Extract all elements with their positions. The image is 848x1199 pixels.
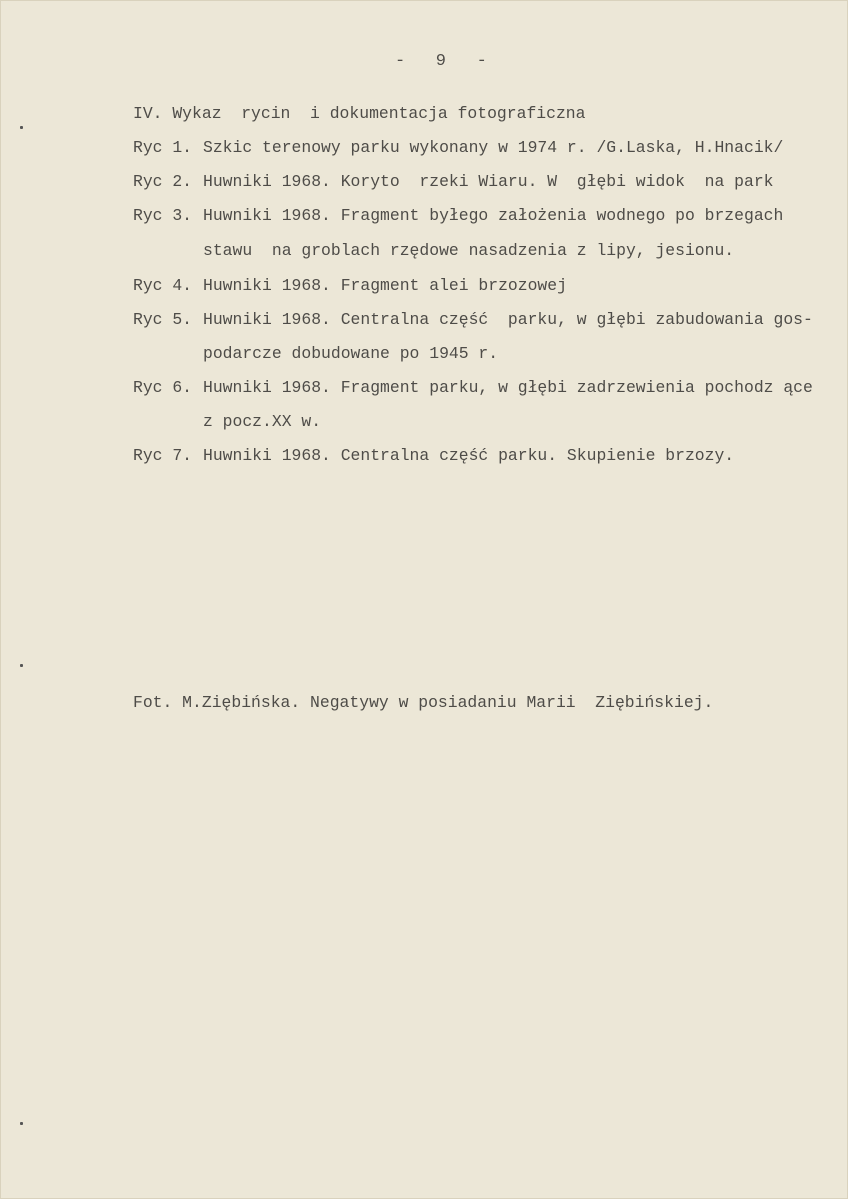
binding-hole-mark <box>20 1122 23 1125</box>
figure-caption: Huwniki 1968. Centralna część parku, w głębi zabudowania gos- <box>203 310 813 329</box>
figure-label: Ryc 4. <box>133 276 193 295</box>
binding-hole-mark <box>20 664 23 667</box>
figure-caption: Huwniki 1968. Fragment parku, w głębi zadrzewienia pochodz ące <box>203 378 813 397</box>
figure-label: Ryc 3. <box>133 206 193 225</box>
section-heading: IV. Wykaz rycin i dokumentacja fotograficzna <box>133 104 586 123</box>
figure-caption: Huwniki 1968. Fragment alei brzozowej <box>203 276 567 295</box>
figure-caption: Huwniki 1968. Fragment byłego założenia wodnego po brzegach <box>203 206 784 225</box>
figure-label: Ryc 2. <box>133 172 193 191</box>
figure-caption: Szkic terenowy parku wykonany w 1974 r. /G.Laska, H.Hnacik/ <box>203 138 784 157</box>
figure-label: Ryc 5. <box>133 310 193 329</box>
figure-caption-continued: podarcze dobudowane po 1945 r. <box>203 344 499 363</box>
figure-caption-continued: stawu na groblach rzędowe nasadzenia z lipy, jesionu. <box>203 241 735 260</box>
figure-caption: Huwniki 1968. Centralna część parku. Skupienie brzozy. <box>203 446 735 465</box>
binding-hole-mark <box>20 126 23 129</box>
figure-caption: Huwniki 1968. Koryto rzeki Wiaru. W głębi widok na park <box>203 172 774 191</box>
figure-caption-continued: z pocz.XX w. <box>203 412 322 431</box>
page-number: - 9 - <box>395 52 487 71</box>
figure-label: Ryc 1. <box>133 138 193 157</box>
photo-credit-note: Fot. M.Ziębińska. Negatywy w posiadaniu Marii Ziębińskiej. <box>133 693 714 712</box>
figure-label: Ryc 6. <box>133 378 193 397</box>
figure-label: Ryc 7. <box>133 446 193 465</box>
